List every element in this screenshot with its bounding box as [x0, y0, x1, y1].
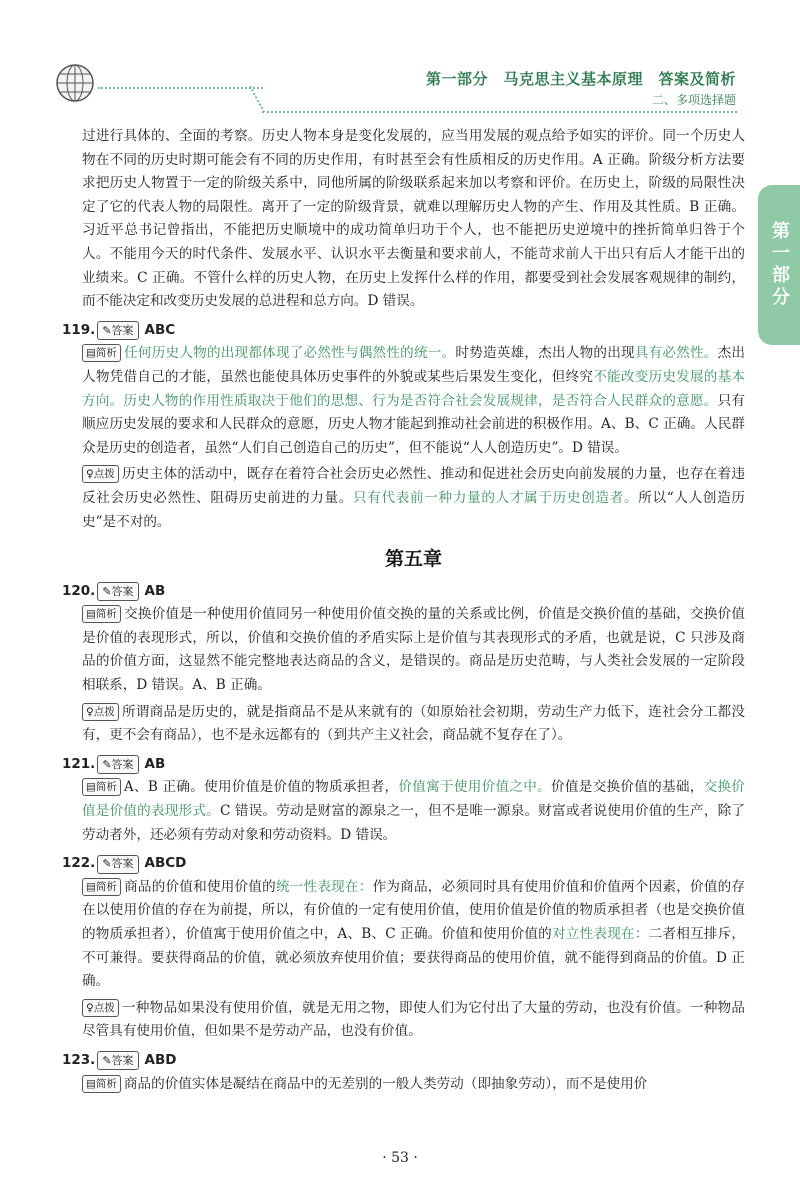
question-number: 120.	[62, 582, 96, 599]
question-122-analysis: ▤ 简析 商品的价值和使用价值的统一性表现在：作为商品，必须同时具有使用价值和价值两个因素，价值的存在以使用价值的存在为前提，所以，有价值的一定有使用价值，使用价值是价值的物质承担者（也是交换价值的物质承担者），价值寓于使用价值之中，A、B、C 正确。价值和使用价值的对立性表现在：二者相互排斥，不可兼得。要获得商品的价值，就必须放弃使用价值；要获得商品的使用价值，就不能得到商品的价值。D 正确。	[82, 878, 746, 990]
page-header	[0, 0, 800, 120]
answer-badge-icon: ✎ 答案	[97, 321, 138, 340]
question-121-analysis: ▤ 简析 A、B 正确。使用价值是价值的物质承担者，价值寓于使用价值之中。价值是交换价值的基础，交换价值是价值的表现形式。C 错误。劳动是财富的源泉之一，但不是唯一源泉。财富或者说使用价值的生产，除了劳动者外，还必须有劳动对象和劳动资料。D 错误。	[82, 779, 746, 843]
answer-badge-icon: ✎ 答案	[97, 1051, 138, 1070]
question-122-tip: ♀ 点拨 一种物品如果没有使用价值，就是无用之物，即使人们为它付出了大量的劳动，也没有价值。一种物品尽管具有使用价值，但如果不是劳动产品，也没有价值。	[82, 999, 745, 1040]
question-119-answer	[62, 319, 745, 343]
answer-badge-icon: ✎ 答案	[97, 582, 138, 601]
question-123-analysis: ▤ 简析 商品的价值实体是凝结在商品中的无差别的一般人类劳动（即抽象劳动），而不是使用价	[82, 1073, 745, 1097]
answer-value: AB	[144, 755, 166, 772]
chapter-heading: 第五章	[384, 548, 442, 571]
answer-value: AB	[144, 582, 166, 599]
analysis-badge-icon: ▤ 简析	[82, 878, 121, 896]
question-119-tip: ♀ 点拨 历史主体的活动中，既存在着符合社会历史必然性、推动和促进社会历史向前发展的力量，也存在着违反社会历史必然性、阻碍历史前进的力量。只有代表前一种力量的人才属于历史创造者。所以“人人创造历史”是不对的。	[82, 466, 746, 530]
question-119-analysis: ▤ 简析 任何历史人物的出现都体现了必然性与偶然性的统一。时势造英雄，杰出人物的出现具有必然性。杰出人物凭借自己的才能，虽然也能使具体历史事件的外貌或某些后果发生变化，但终究不能改变历史发展的基本方向。历史人物的作用性质取决于他们的思想、行为是否符合社会发展规律，是否符合人民群众的意愿。只有顺应历史发展的要求和人民群众的意愿，历史人物才能起到推动社会前进的积极作用。A、B、C 正确。人民群众是历史的创造者，虽然“人们自己创造自己的历史”，但不能说“人人创造历史”。D 错误。	[82, 345, 746, 456]
tip-badge-icon: ♀ 点拨	[82, 703, 119, 721]
tip-badge-icon: ♀ 点拨	[82, 465, 119, 483]
page-content	[62, 125, 746, 1096]
header-underline	[262, 111, 737, 113]
analysis-badge-icon: ▤ 简析	[82, 605, 121, 623]
question-123-answer	[62, 1049, 745, 1073]
answer-value: ABC	[144, 321, 176, 338]
answer-value: ABD	[144, 1051, 177, 1068]
globe-icon	[55, 63, 95, 103]
question-122-answer	[62, 852, 745, 876]
question-number: 122.	[62, 855, 96, 872]
analysis-badge-icon: ▤ 简析	[82, 778, 121, 796]
tip-badge-icon: ♀ 点拨	[82, 999, 119, 1017]
question-121-answer	[62, 753, 745, 777]
header-subtitle: 二、多项选择题	[651, 93, 736, 107]
answer-badge-icon: ✎ 答案	[97, 755, 138, 774]
analysis-badge-icon: ▤ 简析	[82, 1075, 121, 1093]
page-number: · 53 ·	[382, 1150, 418, 1166]
header-dotted-line	[98, 87, 263, 89]
question-120-tip: ♀ 点拨 所谓商品是历史的，就是指商品不是从来就有的（如原始社会初期，劳动生产力低下，连社会分工都没有，更不会有商品），也不是永远都有的（到共产主义社会，商品就不复存在了）。	[82, 703, 745, 744]
answer-badge-icon: ✎ 答案	[97, 855, 138, 874]
question-120-analysis: ▤ 简析 交换价值是一种使用价值同另一种使用价值交换的量的关系或比例，价值是交换价值的基础，交换价值是价值的表现形式，所以，价值和交换价值的矛盾实际上是价值与其表现形式的矛盾，也就是说，C 只涉及商品的价值方面，这显然不能完整地表达商品的含义，是错误的。商品是历史范畴，与人类社会发展的一定阶段相联系，D 错误。A、B 正确。	[82, 606, 745, 694]
question-number: 123.	[62, 1051, 96, 1068]
question-120-answer	[62, 580, 745, 604]
question-number: 119.	[62, 321, 96, 338]
header-diagonal-line	[250, 86, 274, 112]
question-number: 121.	[62, 755, 96, 772]
intro-paragraph: 过进行具体的、全面的考察。历史人物本身是变化发展的，应当用发展的观点给予如实的评价。同一个历史人物在不同的历史时期可能会有不同的历史作用，有时甚至会有性质相反的历史作用。A 正确。阶级分析方法要求把历史人物置于一定的阶级关系中，同他所属的阶级联系起来加以考察和评价。在历史上，阶级的局限性决定了它的代表人物的局限性。离开了一定的阶级背景，就难以理解历史人物的产生、作用及其性质。B 正确。习近平总书记曾指出，不能把历史顺境中的成功简单归功于个人，也不能把历史逆境中的挫折简单归咎于个人。不能用今天的时代条件、发展水平、认识水平去衡量和要求前人，不能苛求前人干出只有后人才能干出的业绩来。C 正确。不管什么样的历史人物，在历史上发挥什么样的作用，都要受到社会发展客观规律的制约，而不能决定和改变历史发展的总进程和总方向。D 错误。	[82, 128, 745, 310]
header-title: 第一部分 马克思主义基本原理 答案及简析	[425, 70, 736, 88]
analysis-badge-icon: ▤ 简析	[82, 344, 121, 362]
answer-value: ABCD	[144, 855, 187, 872]
section-side-tab: 第一部分	[758, 185, 800, 345]
